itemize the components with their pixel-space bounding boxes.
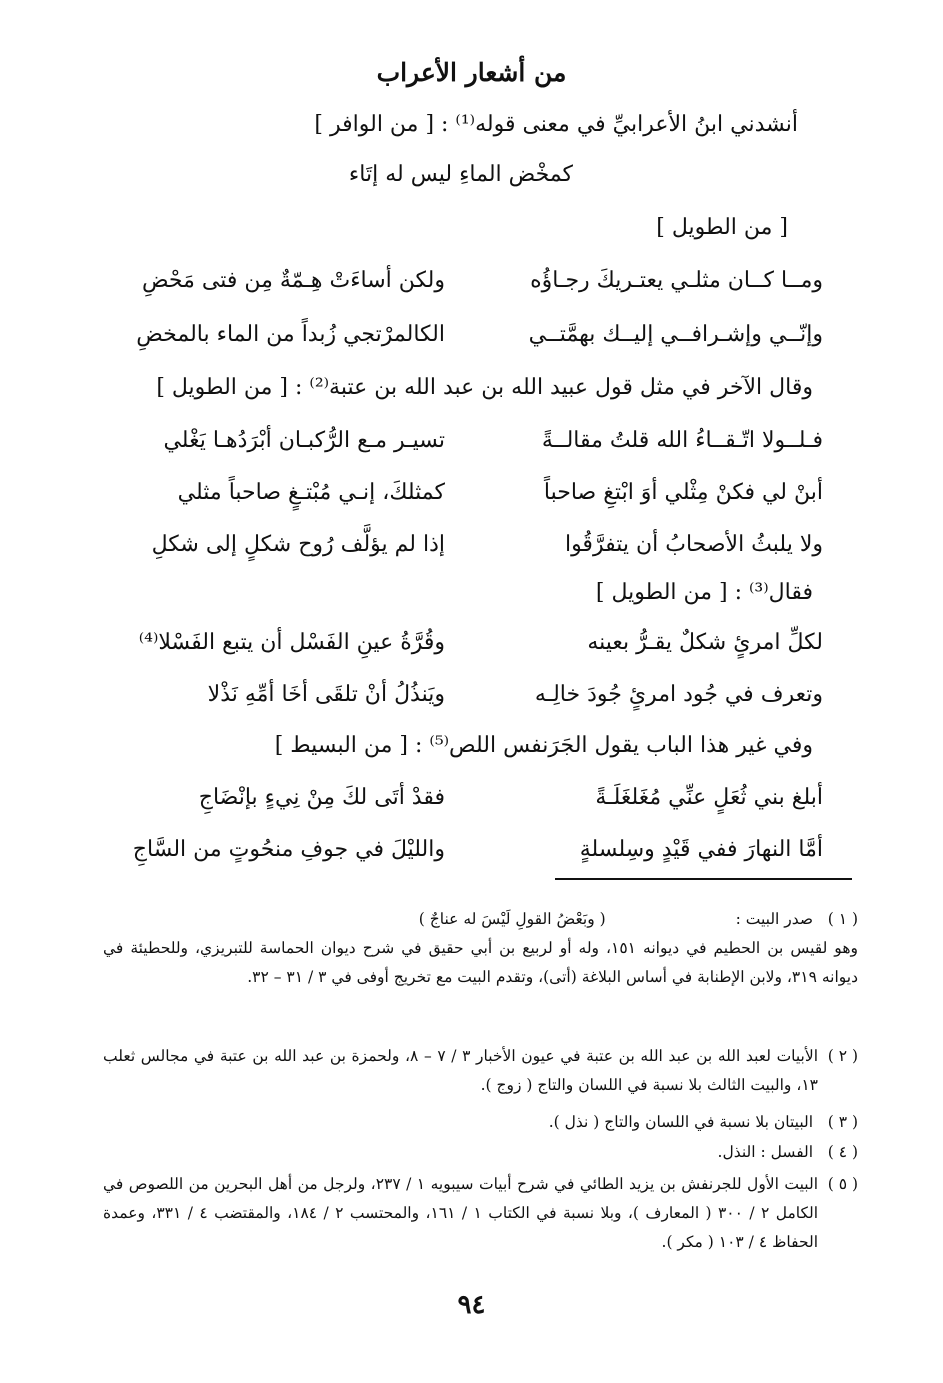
intro-line: وقال الآخر في مثل قول عبيد الله بن عبد الله بن عتبة⁽²⁾ : [ من الطويل ] (156, 375, 813, 400)
verse-left: تسيـر مـع الرُّكبـان أبْرَدُهـا يَغْلي (163, 428, 445, 453)
intro-line: فقال⁽³⁾ : [ من الطويل ] (595, 580, 813, 605)
footnote-text: الأبيات لعبد الله بن عبد الله بن عتبة في عيون الأخبار ٣ / ٧ – ٨، ولحمزة بن عبد الله بن عتبة في مجالس ثعلب ١٣، والبيت الثالث بلا نسبة في اللسان والتاج ( زوج ). (103, 1047, 819, 1094)
verse-right: لكلِّ امرئٍ شكلٌ يقـرُّ بعينه (587, 630, 823, 655)
footnote-number: ( ٤ ) (827, 1143, 858, 1161)
verse-left: الكالمرْتجي زُبداً من الماء بالمخضِ (136, 322, 445, 347)
verse-right: فـلــولا اتّـقــاءُ الله قلتُ مقالــةً (541, 428, 823, 453)
footnote-number: ( ٣ ) (827, 1113, 858, 1131)
footnote-number: ( ٢ ) (827, 1047, 858, 1065)
meter-label: [ من الطويل ] (656, 215, 788, 240)
footnote-text: الفسل : النذل. (717, 1143, 814, 1161)
verse-left: ولكن أساءَتْ هِـمّةٌ مِن فتى مَحْضِ (141, 268, 445, 293)
verse-right: ومــا كــان مثلـي يعتـريكَ رجـاؤُه (530, 268, 823, 293)
footnote-text: البيت الأول للجرنفش بن يزيد الطائي في شرح أبيات سيبويه ١ / ٢٣٧، ولرجل من أهل البحرين من اللصوص في الكامل ٢ / ٣٠٠ ( المعارف )، وبلا نسبة في الكتاب ١ / ١٦١، والمحتسب ٢ / ١٨٤، والمقتضب ٤ / ٣٣١، وعمدة الحفاظ ٤ / ١٠٣ ( مكر ). (103, 1175, 819, 1251)
verse-left: والليْلَ في جوفِ منحُوتٍ من السَّاجِ (132, 837, 445, 862)
verse-right: أمَّا النهارَ ففي قَيْدٍ وسِلسلةٍ (579, 837, 823, 862)
page-number: ٩٤ (457, 1290, 486, 1320)
verse-left: وقُرَّةُ عينِ الفَسْل أن يتبع الفَسْلا⁽⁴⁾ (138, 630, 445, 655)
quoted-hemistich: كمخْض الماءِ ليس له إتَاء (348, 162, 573, 187)
intro-line: أنشدني ابنُ الأعرابيِّ في معنى قوله⁽¹⁾ : [ من الوافر ] (314, 112, 798, 137)
verse-right: أبلغ بني ثُعَلٍ عنِّي مُغَلغَلَـةً (595, 785, 823, 810)
intro-line: وفي غير هذا الباب يقول الجَرَنفس اللص⁽⁵⁾ : [ من البسيط ] (274, 733, 813, 758)
footnote-2 (103, 1042, 858, 1100)
verse-left: فقدْ أتَى لكَ مِنْ نِيءٍ بإنْضَاجِ (198, 785, 445, 810)
footnote-number: ( ١ ) (827, 910, 858, 928)
verse-left: ويَنذُلُ أنْ تلقَى أخَا أمِّهِ نَذْلا (207, 682, 445, 707)
page-title: من أشعار الأعراب (376, 58, 567, 87)
footnote-number: ( ٥ ) (827, 1175, 858, 1193)
verse-right: وتعرف في جُود امرئٍ جُودَ خالِـه (534, 682, 823, 707)
verse-right: أبنْ لي فكنْ مِثْلي أوَ ابْتغِ صاحباً (543, 480, 823, 505)
footnote-5 (103, 1170, 858, 1257)
verse-left: كمثلكَ، إنـي مُبْتـغٍ صاحباً مثلي (177, 480, 445, 505)
verse-left: إذا لم يؤلَّف رُوح شكلٍ إلى شكلِ (151, 532, 445, 557)
footnote-3 (103, 1108, 858, 1137)
footnote-text: وهو لقيس بن الحطيم في ديوانه ١٥١، وله أو لربيع بن أبي حقيق في شرح ديوان الحماسة للتبريزي، وللحطيئة في ديوانه ٣١٩، ولابن الإطنابة في أساس البلاغة (أتى)، وتقدم البيت مع تخريج أوفى في ٣ / ٣١ – ٣٢. (103, 939, 858, 986)
footnote-head: صدر البيت : (735, 910, 814, 928)
footnote-separator (555, 878, 852, 880)
footnote-text: البيتان بلا نسبة في اللسان والتاج ( نذل ). (548, 1113, 814, 1131)
footnote-1 (103, 905, 858, 992)
footnote-quote: ( وبَعْضُ القولِ لَيْسَ له عناجٌ ) (418, 910, 606, 928)
footnote-4 (103, 1138, 858, 1167)
verse-right: ولا يلبثُ الأصحابُ أن يتفرَّقُوا (564, 532, 823, 557)
verse-right: وإنّــي وإشـرافــي إليــك بهمَّتــي (528, 322, 823, 347)
